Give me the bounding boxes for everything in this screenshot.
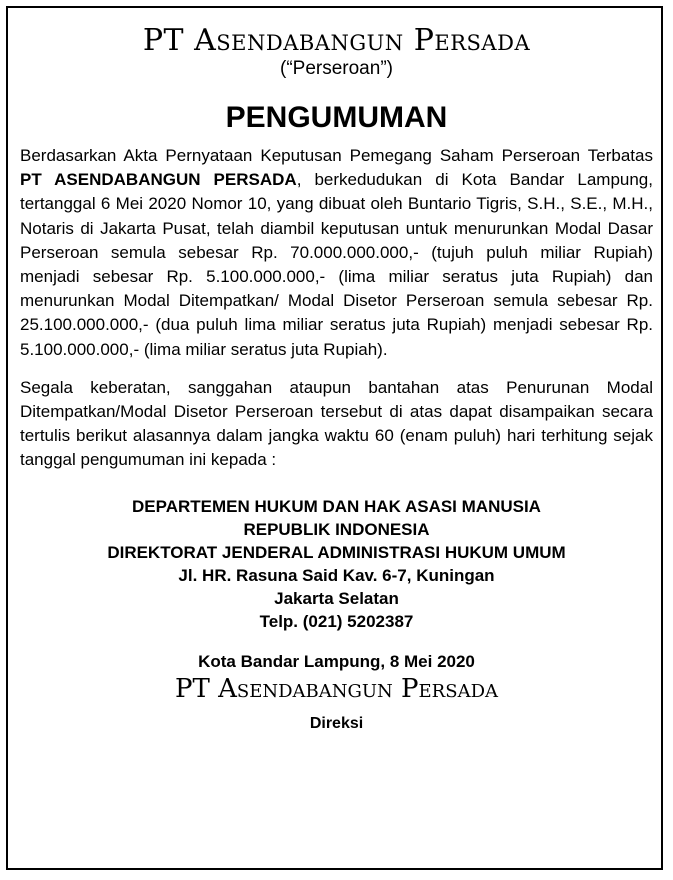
paragraph-objection: Segala keberatan, sanggahan ataupun bantahan atas Penurunan Modal Ditempatkan/Modal Disetor Perseroan tersebut di atas dapat disampaikan secara tertulis berikut alasannya dalam jangka waktu 60 (enam puluh) hari terhitung sejak tanggal pengumuman ini kepada : <box>20 377 653 470</box>
paragraph-decision-lead: Berdasarkan Akta Pernyataan Keputusan Pemegang Saham Perseroan Terbatas <box>20 146 653 165</box>
company-name-header: PT Asendabangun Persada <box>142 23 531 58</box>
company-alias: (“Perseroan”) <box>280 58 393 79</box>
address-line-country: REPUBLIK INDONESIA <box>243 519 430 539</box>
signer-title: Direksi <box>309 714 364 732</box>
recipient-address <box>20 495 653 633</box>
paragraph-decision-company: PT ASENDABANGUN PERSADA <box>20 170 297 190</box>
address-line-department: DEPARTEMEN HUKUM DAN HAK ASASI MANUSIA <box>132 496 541 516</box>
address-line-directorate: DIREKTORAT JENDERAL ADMINISTRASI HUKUM UMUM <box>107 542 566 562</box>
closing-company-name: PT Asendabangun Persada <box>174 673 498 704</box>
address-line-city: Jakarta Selatan <box>274 588 399 608</box>
address-line-phone: Telp. (021) 5202387 <box>259 611 414 631</box>
announcement-content <box>20 24 653 735</box>
paragraph-decision <box>20 144 653 362</box>
address-line-street: Jl. HR. Rasuna Said Kav. 6-7, Kuningan <box>178 565 495 585</box>
paragraph-decision-rest: , berkedudukan di Kota Bandar Lampung, tertanggal 6 Mei 2020 Nomor 10, yang dibuat oleh Buntario Tigris, S.H., S.E., M.H., Notaris di Jakarta Pusat, telah diambil keputusan untuk menurunkan Modal Dasar Perseroan semula sebesar Rp. 70.000.000.000,- (tujuh puluh miliar Rupiah) menjadi sebesar Rp. 5.100.000.000,- (lima miliar seratus juta Rupiah) dan menurunkan Modal Ditempatkan/ Modal Disetor Perseroan semula sebesar Rp. 25.100.000.000,- (dua puluh lima miliar seratus juta Rupiah) menjadi sebesar Rp. 5.100.000.000,- (lima miliar seratus juta Rupiah). <box>20 170 653 359</box>
closing-place-date: Kota Bandar Lampung, 8 Mei 2020 <box>198 651 475 671</box>
announcement-title: PENGUMUMAN <box>225 101 448 134</box>
